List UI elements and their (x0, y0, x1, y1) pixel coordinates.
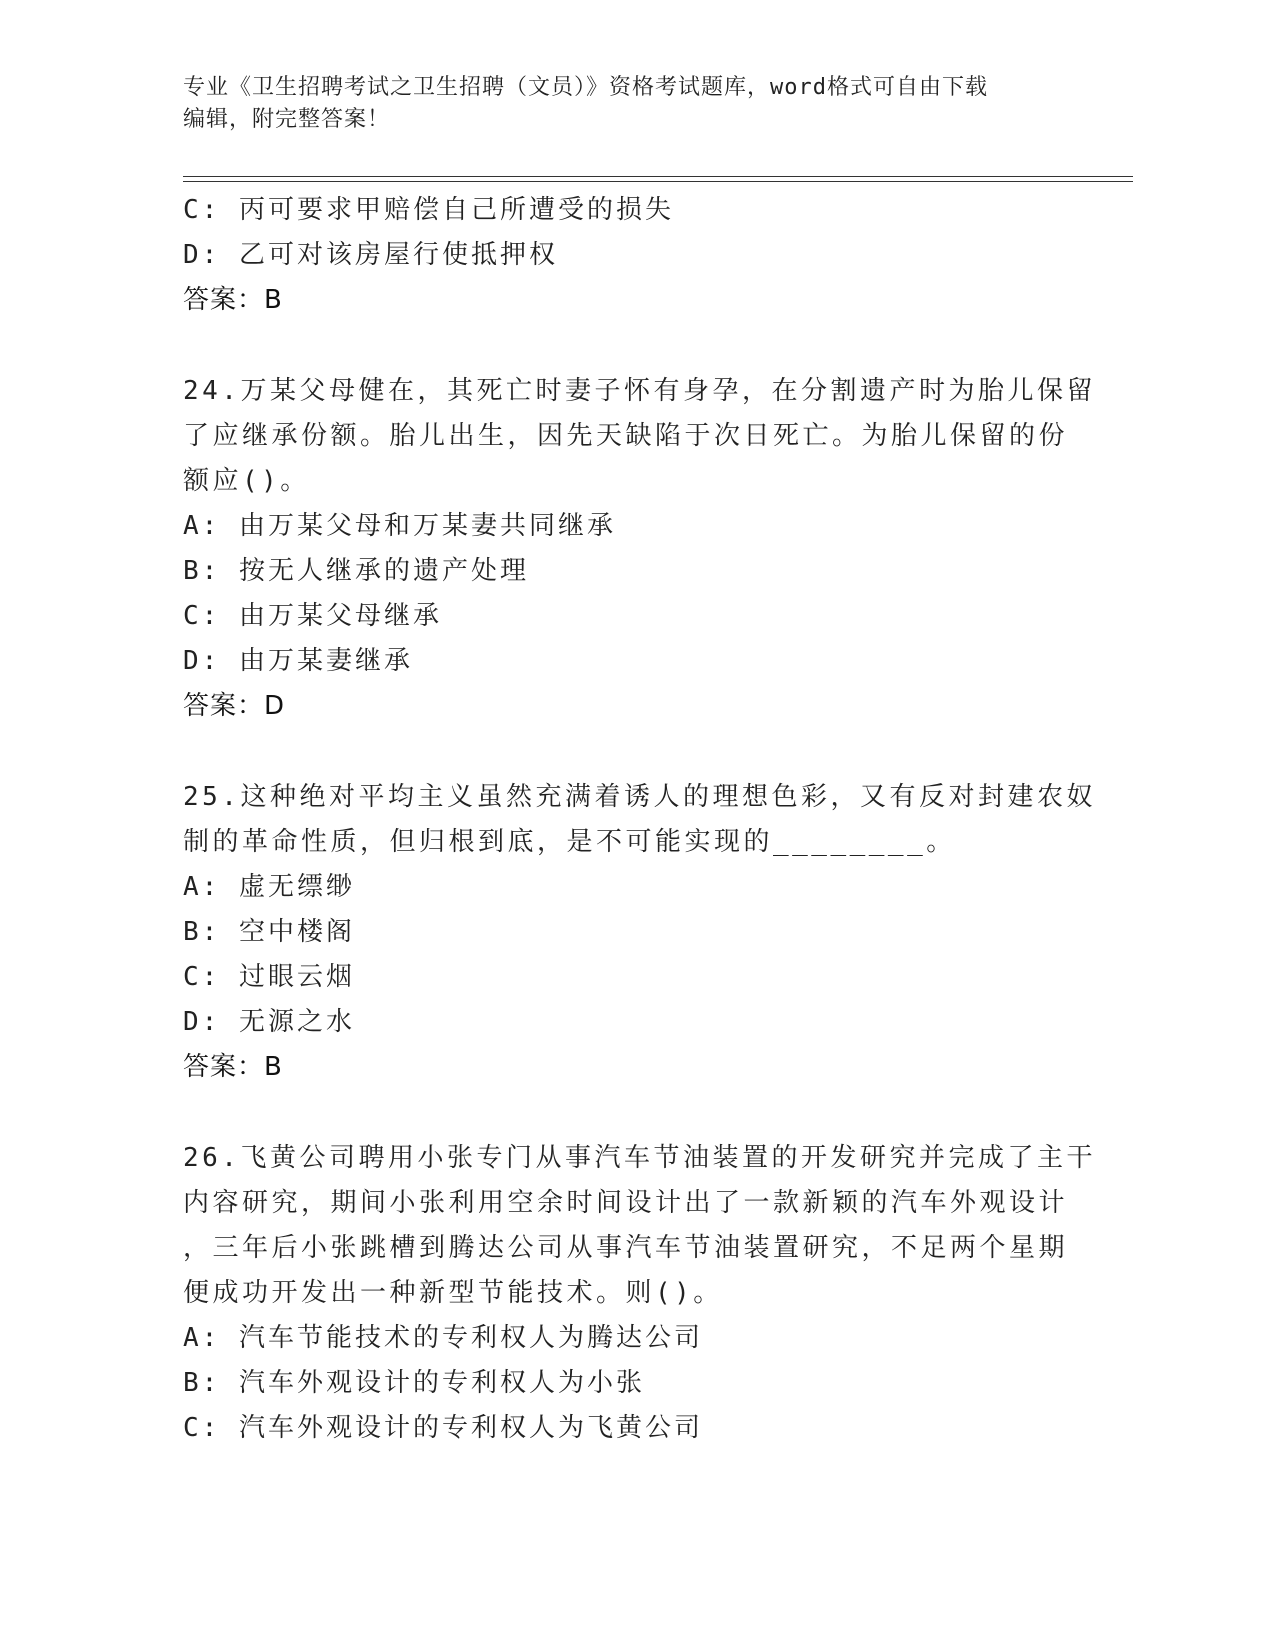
answer-line: 答案：D (183, 691, 286, 721)
option-a: A: 虚无缥缈 (183, 872, 355, 902)
stem-line: 额应()。 (183, 466, 310, 496)
option-b: B: 空中楼阁 (183, 917, 355, 947)
option-c: C: 丙可要求甲赔偿自己所遭受的损失 (183, 195, 674, 225)
spacer (183, 323, 1083, 369)
option-b: B: 按无人继承的遗产处理 (183, 556, 529, 586)
document-header (183, 72, 1083, 136)
question-26 (183, 1136, 1096, 1451)
question-content (183, 188, 1096, 1451)
stem-line: 制的革命性质，但归根到底，是不可能实现的________。 (183, 827, 956, 857)
header-divider-bottom (183, 181, 1133, 182)
stem-line: 24.万某父母健在，其死亡时妻子怀有身孕，在分割遗产时为胎儿保留 (183, 376, 1096, 406)
option-a: A: 汽车节能技术的专利权人为腾达公司 (183, 1323, 703, 1353)
stem-line: 26.飞黄公司聘用小张专门从事汽车节油装置的开发研究并完成了主干 (183, 1143, 1096, 1173)
option-d: D: 无源之水 (183, 1007, 355, 1037)
question-24 (183, 369, 1096, 729)
answer-line: 答案：B (183, 285, 283, 315)
spacer (183, 729, 1083, 775)
question-23-tail (183, 188, 1083, 323)
question-25 (183, 775, 1096, 1090)
option-b: B: 汽车外观设计的专利权人为小张 (183, 1368, 645, 1398)
stem-line: 了应继承份额。胎儿出生，因先天缺陷于次日死亡。为胎儿保留的份 (183, 421, 1069, 451)
option-d: D: 由万某妻继承 (183, 646, 413, 676)
question-stem (183, 369, 1096, 504)
header-divider-top (183, 176, 1133, 177)
question-stem (183, 1136, 1096, 1316)
spacer (183, 1090, 1083, 1136)
header-line-2: 编辑，附完整答案！ (183, 107, 391, 132)
stem-line: 便成功开发出一种新型节能技术。则()。 (183, 1278, 723, 1308)
option-a: A: 由万某父母和万某妻共同继承 (183, 511, 616, 541)
stem-line: 内容研究，期间小张利用空余时间设计出了一款新颖的汽车外观设计 (183, 1188, 1069, 1218)
option-c: C: 汽车外观设计的专利权人为飞黄公司 (183, 1413, 703, 1443)
header-line-1: 专业《卫生招聘考试之卫生招聘（文员）》资格考试题库，word格式可自由下载 (183, 75, 988, 100)
option-d: D: 乙可对该房屋行使抵押权 (183, 240, 558, 270)
answer-line: 答案：B (183, 1052, 283, 1082)
option-c: C: 过眼云烟 (183, 962, 355, 992)
stem-line: ，三年后小张跳槽到腾达公司从事汽车节油装置研究，不足两个星期 (183, 1233, 1069, 1263)
option-c: C: 由万某父母继承 (183, 601, 442, 631)
stem-line: 25.这种绝对平均主义虽然充满着诱人的理想色彩，又有反对封建农奴 (183, 782, 1096, 812)
question-stem (183, 775, 1096, 865)
